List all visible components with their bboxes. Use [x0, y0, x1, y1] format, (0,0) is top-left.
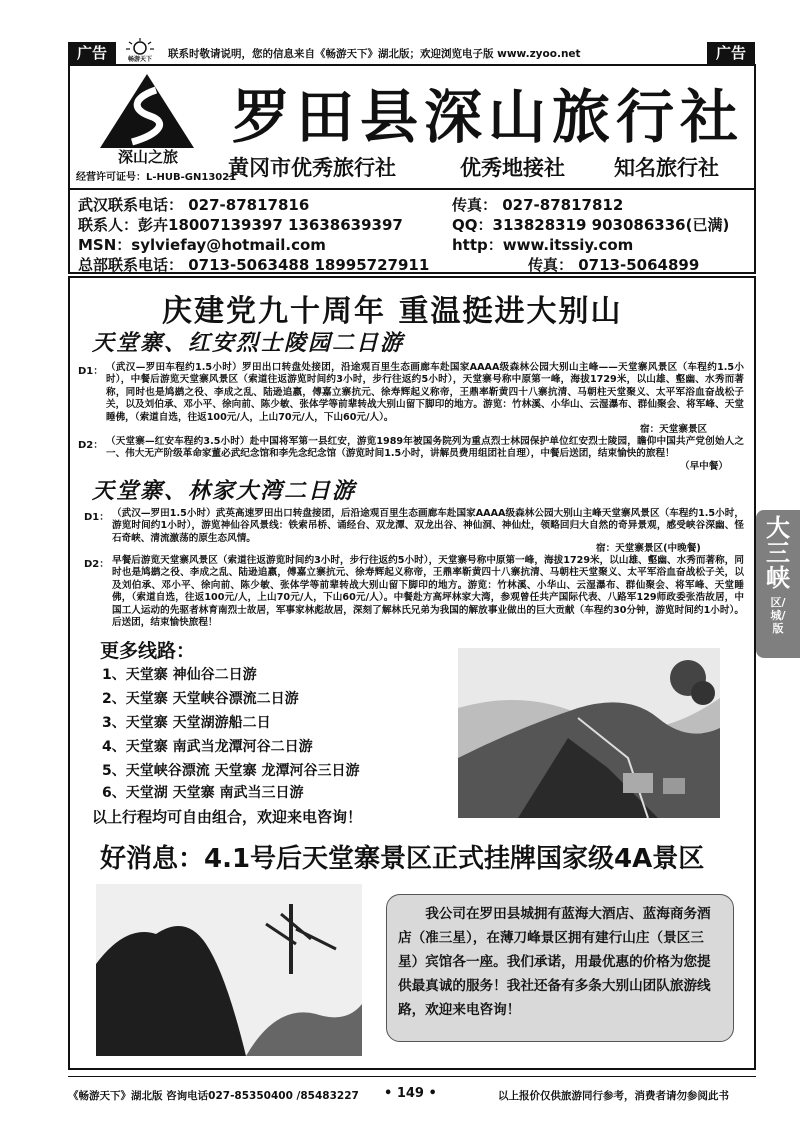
tour2-d1-label: D1： [84, 512, 110, 523]
more-routes-title: 更多线路： [100, 640, 196, 662]
mountain-ridge-photo [458, 648, 720, 818]
fax-1: 传真： 027-87817812 [452, 196, 624, 214]
tour2-d1-stay: 宿：天堂寨景区(中晚餐) [596, 543, 701, 554]
website: http：www.itssiy.com [452, 236, 634, 254]
route-item: 3、天堂寨 天堂湖游船二日 [102, 715, 271, 731]
slogan-2: 优秀地接社 [460, 155, 565, 180]
contact-person: 联系人：彭卉18007139397 13638639397 [78, 216, 403, 234]
tour1-d2-label: D2： [78, 440, 104, 451]
route-item: 1、天堂寨 神仙谷二日游 [102, 667, 257, 683]
route-item: 2、天堂寨 天堂峡谷漂流二日游 [102, 691, 299, 707]
header-note: 联系时敬请说明，您的信息来自《畅游天下》湖北版；欢迎浏览电子版 www.zyoo.net [168, 48, 581, 60]
feature-headline: 庆建党九十周年 重温挺进大别山 [162, 294, 623, 329]
good-news: 好消息：4.1号后天堂寨景区正式挂牌国家级4A景区 [100, 844, 705, 874]
hotel-info-text: 我公司在罗田县城拥有蓝海大酒店、蓝海商务酒店（准三星），在薄刀峰景区拥有建行山庄（景区三星）宾馆各一座。我们承诺，用最优惠的价格为您提供最真诚的服务！我社还备有多条大别山团队旅游线路，欢迎来电咨询！ [398, 906, 711, 1018]
side-tab-subtitle: 区/城/版 [770, 596, 786, 635]
license-number: 经营许可证号：L-HUB-GN13021 [76, 172, 237, 183]
tour2-d2-text: 早餐后游览天堂寨风景区（索道往返游览时间约3小时，步行往返约5小时），天堂寨号称中原第一峰，海拔1729米，以山雄、壑幽、水秀而著称，同时也是鸠鹚之役、李成之乱、陆逊追嬴，傅嘉立寨抗元、徐寿辉起义称帝，王鼎率靳黄四十八寨抗清、马朝柱天堂聚义、太平军浴血奋战松子关，以及刘伯承、邓小平、徐向前、陈少敏、张体学等前辈转战大别山留下脚印的地方。游览：竹林溪、小华山、云湿瀑布、群仙聚会、将军峰、天堂睡佛，（索道自选，往返100元/人，上山70元/人，下山60元/人）。中餐赴方高坪林家大湾，参观曾任共产国际代表、八路军129师政委张浩故居，中国工人运动的先驱者林育南烈士故居，军事家林彪故居，深刻了解林氏兄弟为我国的解放事业做出的巨大贡献（车程约30分钟，游览时间约1小时）。后送团，结束愉快旅程！ [112, 555, 744, 629]
tour2-d1-text: （武汉—罗田1.5小时）武英高速罗田出口转盘接团，后沿途观百里生态画廊车赴国家AAAA级森林公园大别山主峰天堂寨风景区（车程约1.5小时，游览时间约1小时），游览神仙谷风景线：铁索吊桥、诵经台、双龙潭、双龙出谷、神仙洞、神仙灶，领略回归大自然的奇异景观，感受峡谷深幽、怪石奇峡、清流激荡的原生态风情。 [112, 508, 744, 544]
logo-caption: 深山之旅 [117, 148, 178, 166]
ad-tag-left: 广告 [68, 42, 116, 64]
footer-divider [68, 1076, 756, 1077]
footer-left: 《畅游天下》湖北版 咨询电话027-85350400 /85483227 [68, 1090, 359, 1102]
hq-phone: 总部联系电话： 0713-5063488 18995727911 [78, 256, 430, 274]
slogan-3: 知名旅行社 [614, 155, 719, 180]
mascot-text: 畅游天下 [127, 56, 152, 63]
tour1-d2-text: （天堂寨—红安车程约3.5小时）赴中国将军第一县红安，游览1989年被国务院列为重点烈士林园保护单位红安烈士陵园，瞻仰中国共产党创始人之一、伟大无产阶级革命家董必武纪念馆和李先念纪念馆（游览时间1.5小时，讲解员费用组团社自理），中餐后送团，结束愉快的旅程！ [106, 436, 744, 460]
msn-address: MSN：sylviefay@hotmail.com [78, 236, 326, 254]
mountain-logo-icon [98, 72, 196, 152]
route-item: 5、天堂峡谷漂流 天堂寨 龙潭河谷三日游 [102, 763, 360, 779]
footer-right: 以上报价仅供旅游同行参考，消费者请勿参阅此书 [498, 1090, 729, 1102]
tour2-d2-label: D2： [84, 559, 110, 570]
agency-name: 罗田县深山旅行社 [232, 83, 745, 151]
tour1-title: 天堂寨、红安烈士陵园二日游 [92, 330, 405, 356]
tour1-d1-text: （武汉—罗田车程约1.5小时）罗田出口转盘处接团，沿途观百里生态画廊车赴国家AAAA级森林公园大别山主峰——天堂寨风景区（车程约1.5小时），中餐后游览天堂寨风景区（索道往返游览时间约3小时，步行往返约5小时），天堂寨号称中原第一峰，海拔1729米，以山雄、壑幽、水秀而著称，同时也是鸠鹚之役、李成之乱、陆逊追嬴，傅嘉立寨抗元、徐寿辉起义称帝，王鼎率靳黄四十八寨抗清、马朝柱天堂聚义、太平军浴血奋战松子关，以及刘伯承、邓小平、徐向前、陈少敏、张体学等前辈转战大别山留下脚印的地方。游览：竹林溪、小华山、云湿瀑布、群仙聚会、将军峰、天堂睡佛，（索道自选，往返100元/人，上山70元/人，下山60元/人）。 [106, 362, 744, 423]
mountain-peak-photo [96, 884, 362, 1056]
side-tab-title: 大三峡 [766, 514, 790, 592]
tour1-d1-stay: 宿：天堂寨景区 [640, 424, 708, 435]
combine-note: 以上行程均可自由组合，欢迎来电咨询！ [92, 808, 363, 826]
mascot-logo [120, 38, 160, 62]
wuhan-phone: 武汉联系电话： 027-87817816 [78, 196, 310, 214]
page-number: • 149 • [384, 1086, 437, 1101]
ad-tag-right: 广告 [707, 42, 755, 64]
route-item: 4、天堂寨 南武当龙潭河谷二日游 [102, 739, 313, 755]
qq-numbers: QQ：313828319 903086336(已满) [452, 216, 730, 234]
route-item: 6、天堂湖 天堂寨 南武当三日游 [102, 785, 304, 801]
slogan-1: 黄冈市优秀旅行社 [228, 155, 396, 180]
fax-2: 传真： 0713-5064899 [528, 256, 700, 274]
tour2-title: 天堂寨、林家大湾二日游 [92, 478, 357, 504]
tour1-d2-meal: （早中餐） [680, 461, 728, 472]
tour1-d1-label: D1： [78, 366, 104, 377]
